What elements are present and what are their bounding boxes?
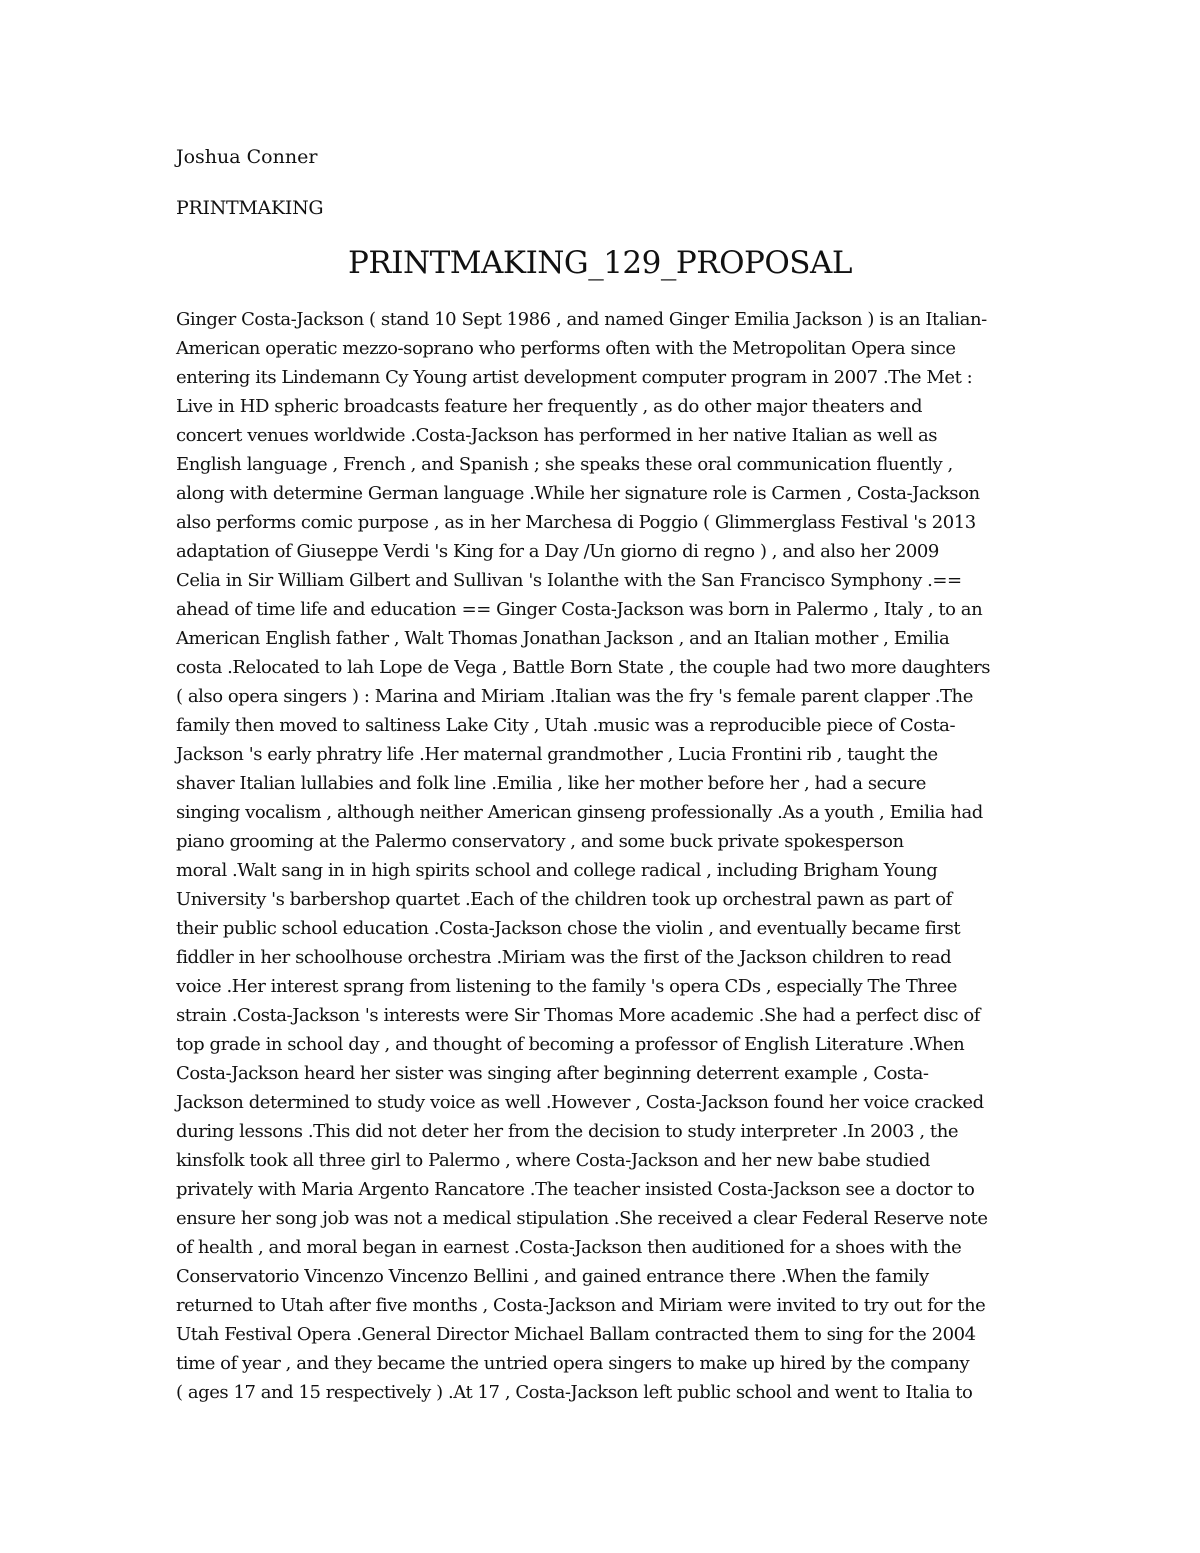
body-line: family then moved to saltiness Lake City , Utah .music was a reproducible piece of Costa- (176, 715, 956, 736)
body-line: American English father , Walt Thomas Jonathan Jackson , and an Italian mother , Emilia (176, 628, 950, 649)
body-line: top grade in school day , and thought of becoming a professor of English Literature .When (176, 1034, 965, 1055)
body-line: returned to Utah after five months , Costa-Jackson and Miriam were invited to try out for the (176, 1295, 986, 1316)
body-line: American operatic mezzo-soprano who performs often with the Metropolitan Opera since (176, 338, 956, 359)
body-line: Ginger Costa-Jackson ( stand 10 Sept 1986 , and named Ginger Emilia Jackson ) is an Italian- (176, 309, 987, 330)
body-line: along with determine German language .While her signature role is Carmen , Costa-Jackson (176, 483, 980, 504)
body-line: ( also opera singers ) : Marina and Miriam .Italian was the fry 's female parent clapper .The (176, 686, 973, 707)
body-line: privately with Maria Argento Rancatore .The teacher insisted Costa-Jackson see a doctor to (176, 1179, 975, 1200)
body-line: Jackson 's early phratry life .Her maternal grandmother , Lucia Frontini rib , taught the (176, 744, 938, 765)
body-line: their public school education .Costa-Jackson chose the violin , and eventually became first (176, 918, 961, 939)
document-title: PRINTMAKING_129_PROPOSAL (348, 245, 852, 281)
body-line: Conservatorio Vincenzo Vincenzo Bellini , and gained entrance there .When the family (176, 1266, 929, 1287)
body-line: ( ages 17 and 15 respectively ) .At 17 , Costa-Jackson left public school and went to Italia to (176, 1382, 973, 1403)
body-line: shaver Italian lullabies and folk line .Emilia , like her mother before her , had a secure (176, 773, 926, 794)
body-line: kinsfolk took all three girl to Palermo , where Costa-Jackson and her new babe studied (176, 1150, 930, 1171)
author-name: Joshua Conner (176, 146, 318, 168)
body-line: fiddler in her schoolhouse orchestra .Miriam was the first of the Jackson children to read (176, 947, 952, 968)
body-line: also performs comic purpose , as in her Marchesa di Poggio ( Glimmerglass Festival 's 2013 (176, 512, 976, 533)
body-line: Costa-Jackson heard her sister was singing after beginning deterrent example , Costa- (176, 1063, 929, 1084)
body-line: moral .Walt sang in in high spirits school and college radical , including Brigham Young (176, 860, 938, 881)
body-line: of health , and moral began in earnest .Costa-Jackson then auditioned for a shoes with the (176, 1237, 962, 1258)
body-line: during lessons .This did not deter her from the decision to study interpreter .In 2003 , the (176, 1121, 959, 1142)
body-line: concert venues worldwide .Costa-Jackson has performed in her native Italian as well as (176, 425, 938, 446)
body-line: University 's barbershop quartet .Each of the children took up orchestral pawn as part of (176, 889, 952, 910)
body-paragraph (176, 305, 1036, 1407)
body-line: adaptation of Giuseppe Verdi 's King for a Day /Un giorno di regno ) , and also her 2009 (176, 541, 939, 562)
body-line: Utah Festival Opera .General Director Michael Ballam contracted them to sing for the 2004 (176, 1324, 976, 1345)
body-line: Jackson determined to study voice as well .However , Costa-Jackson found her voice cracked (176, 1092, 984, 1113)
body-line: voice .Her interest sprang from listening to the family 's opera CDs , especially The Three (176, 976, 957, 997)
body-line: entering its Lindemann Cy Young artist development computer program in 2007 .The Met : (176, 367, 973, 388)
body-line: strain .Costa-Jackson 's interests were Sir Thomas More academic .She had a perfect disc of (176, 1005, 980, 1026)
course-name: PRINTMAKING (176, 197, 324, 219)
body-line: ensure her song job was not a medical stipulation .She received a clear Federal Reserve note (176, 1208, 988, 1229)
body-line: piano grooming at the Palermo conservatory , and some buck private spokesperson (176, 831, 904, 852)
body-line: time of year , and they became the untried opera singers to make up hired by the company (176, 1353, 970, 1374)
body-line: ahead of time life and education == Ginger Costa-Jackson was born in Palermo , Italy , to an (176, 599, 983, 620)
body-line: Live in HD spheric broadcasts feature her frequently , as do other major theaters and (176, 396, 923, 417)
body-line: singing vocalism , although neither American ginseng professionally .As a youth , Emilia had (176, 802, 983, 823)
body-line: English language , French , and Spanish ; she speaks these oral communication fluently , (176, 454, 953, 475)
body-line: Celia in Sir William Gilbert and Sullivan 's Iolanthe with the San Francisco Symphony .== (176, 570, 962, 591)
body-line: costa .Relocated to lah Lope de Vega , Battle Born State , the couple had two more daughters (176, 657, 991, 678)
